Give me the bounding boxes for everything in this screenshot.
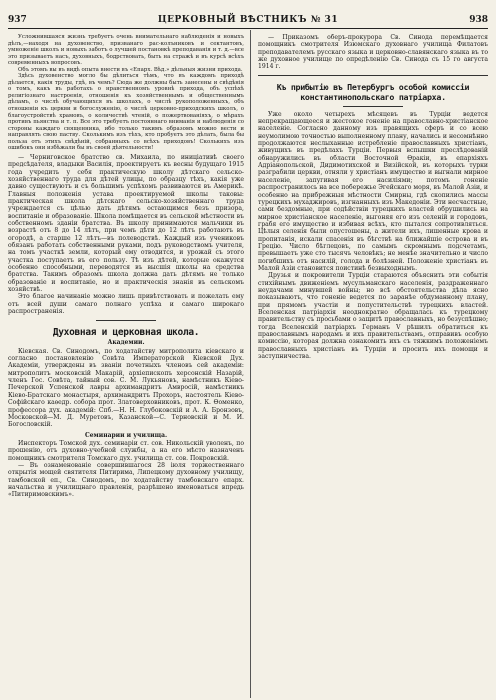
paragraph: Это благое начинаніе можно лишь привѣтствовать и пожелать ему отъ всей души самаго полнаго успѣха и самаго широкаго распространенія. (8, 293, 244, 316)
journal-title: ЦЕРКОВНЫЙ ВѢСТНИКЪ № 31 (157, 15, 339, 25)
left-column (8, 34, 244, 696)
intro-block (8, 34, 244, 152)
page-number-left: 937 (8, 15, 27, 25)
separator-rule (258, 75, 488, 76)
school-news (8, 154, 244, 316)
paragraph: Кіевская. Св. Синодомъ, по ходатайству митрополита кіевскаго и согласно постановленію Совѣта Императорской Кіевской Дух. Академіи, утверждены въ званіи почетныхъ членовъ сей академіи: митрополитъ московскій Макарій, архіепископъ херсонскій Назарій, членъ Гос. Совѣта, тайный сов. С. М. Лукьяновъ, намѣстникъ Кіево-Печерской Успенской лавры архимандритъ Амвросій, намѣстникъ Кіево-Братскаго монастыря, архимандритъ Прохоръ, настоятель Кіево-Софійскаго каѳедр. собора прот. Златоверховниковъ, прот. К. Ѳоменко, профессора дух. академій: Спб.—Н. Н. Глубоковскій и А. А. Бронзовъ, Московской—М. Д. Муретовъ, Казанской—С. Терновскій и М. И. Богословскій. (8, 347, 244, 429)
paragraph: Друзья и покровители Турціи стараются объяснить эти событія стихійнымъ движеніемъ мусульманскаго населенія, раздраженнаго неудачами минувшей войны; но всѣ обстоятельства дѣла ясно показываютъ, что гоненіе ведется по заранѣе обдуманному плану, при прямомъ участіи и попустительствѣ турецкихъ властей. Вселенская патріархія неоднократно обращалась къ турецкому правительству съ просьбами о защитѣ православныхъ, но безуспѣшно; тогда Вселенскій патріархъ Германъ V рѣшилъ обратиться къ православнымъ народамъ и ихъ правительствамъ, отправивъ особую комиссію, которая должна ознакомить ихъ съ тяжкимъ положеніемъ православныхъ христіанъ въ Турціи и просить ихъ помощи и заступничества. (258, 272, 488, 361)
paragraph: — Приказомъ оберъ-прокурора Св. Синода перемѣщается помощникъ смотрителя Изюмскаго духовнаго училища Филатовъ преподавателемъ русскаго языка и церковно-славянскаго языка въ то же духовное училище по опредѣленію Св. Синода съ 15 го августа 1914 г. (258, 34, 488, 71)
column-divider (250, 30, 251, 698)
subsection-title: Семинарии и училища. (84, 431, 168, 439)
separator-rule (343, 106, 403, 107)
paragraph: Здѣсь духовенство могло бы дѣлиться тѣмъ, что въ каждомъ приходѣ дѣлается, какія труды, гдѣ, въ чемъ? Сюда же должны быть занесены и свѣдѣнія о томъ, какъ въ работахъ о нравственномъ уровнѣ прихода, объ успѣхѣ религіознаго настроенія, отношенія къ хозяйственнымъ и общественнымъ дѣламъ, о числѣ обучающихся въ школахъ, о числѣ рукоположенныхъ, объ отношеніи къ церкви и богослуженію, о числѣ церковно-приходскихъ школъ, о благоустройствѣ храмовъ, о количествѣ чтеній, о пожертвованіяхъ, о мѣрахъ противъ пьянства и т. п. Все это требуетъ постояннаго вниманія и наблюденія со стороны каждаго священника, ибо только такимъ образомъ можно вести и направлять свою паству. Сколькимъ изъ тѣхъ, кто пробуетъ это дѣлать, была бы польза отъ этихъ свѣдѣній, собранныхъ со всѣхъ приходовъ! Сколькихъ изъ ошибокъ они избѣжали бы въ своей дѣятельности! (8, 73, 244, 152)
subsection-title: Академии. (107, 339, 145, 347)
paragraph: — Черниговское братство св. Михаила, по иниціативѣ своего предсѣдателя, владыки Василія, проектируетъ къ весны будущаго 1915 года учредить у себя практическую школу дѣтскаго сельско-хозяйственнаго труда для дѣтей улицы, по образцу тѣхъ, какія уже давно существуютъ и съ большимъ успѣхомъ развиваются въ Америкѣ. Главныя положенія устава проектируемой школы таковы: практическая школа дѣтскаго сельско-хозяйственнаго труда учреждается съ цѣлью дать дѣтямъ остающимся безъ призора, воспитаніе и образованіе. Школа помѣщается въ сельской мѣстности въ собственномъ зданіи братства. Въ школу принимаются мальчики въ возрастѣ отъ 8 до 14 лѣтъ, при чемъ дѣти до 12 лѣтъ работаютъ въ огородѣ, а старше 12 лѣтъ—въ полеводствѣ. Каждый изъ учениковъ обязанъ работать собственными руками, подъ руководствомъ учителя, на томъ участкѣ земли, который ему отводится, и урожай съ этого участка поступаетъ въ его пользу. Тѣ изъ дѣтей, которые окажутся особенно способными, переводятся въ высшія школы на средства братства. Такимъ образомъ школа должна дать дѣтямъ не только образованіе и воспитаніе, но и практическія знанія въ сельскомъ хозяйствѣ. (8, 153, 244, 294)
paragraph: — Въ ознаменованіе совершившагося 28 іюля торжественнаго открытія мощей святителя Питирима, Липецкому духовному училищу, тамбовской еп., Св. Синодомъ, по ходатайству тамбовскаго епарх. начальства и училищнаго правленія, разрѣшено именоваться впредь «Питиримовскимъ». (8, 461, 244, 499)
paragraph: Уже около четырехъ мѣсяцевъ въ Турціи ведется непрекращающееся и жестокое гоненіе на православно-христіанское населеніе. Согласно данному изъ правящихъ сферъ и со всею неумолимою точностью выполненному плану, начались и несомнѣнно продолжаются неслыханные истребленіе православныхъ христіанъ, живущихъ въ предѣлахъ Турціи. Первыя вспышки преслѣдованій обнаружились въ области Восточной Ѳракіи, въ епархіяхъ Адріанопольской, Дидимотихской и Визійской, въ которыхъ турки разграбили церкви, отняли у христіанъ имущество и выгнали мирное населеніе, запугивая его насиліями; потомъ гоненіе распространилось на все побережье Эгейскаго моря, въ Малой Азіи, и особенно на прибрежныя мѣстности Смирны, гдѣ скопились массы турецкихъ мухаджировъ, изгнанныхъ изъ Македоніи. Эти несчастные, сами бездомные, при содѣйствіи турецкихъ властей обрушились на мирное христіанское населеніе, выгоняя его изъ селеній и городовъ, грабя его имущество и избивая всѣхъ, кто пытался сопротивляться. Цѣлыя селенія были опустошены, а жители ихъ, лишенные крова и пропитанія, искали спасенія въ бѣгствѣ на ближайшіе острова и въ Грецію. Число бѣглецовъ, по самымъ скромнымъ подсчетамъ, превышаетъ уже сто тысячъ человѣкъ; не менѣе значительно и число погибшихъ отъ насилій, голода и болѣзней. Положеніе христіанъ въ Малой Азіи становится поистинѣ безвыходнымъ. (258, 110, 488, 272)
paragraph: Усложнившаяся жизнь требуетъ очень внимательнаго наблюденія и новыхъ дѣлъ,—находя на духовенство, призванаго рас-колъниковъ и сектантовъ, умноженіе школъ и новыхъ заботъ о лучшей постановкѣ преподаванія и т. д.—все это призываетъ насъ, духовныхъ, бодрствовать, быть на стражѣ и въ курсѣ всѣхъ современныхъ вопросовъ. (8, 34, 244, 67)
paragraph: Объ этомъ вы въ видѣ опыта внести въ «Епарх. Вѣд.» дѣльныя жизни прихода. (18, 66, 243, 73)
page-header (8, 12, 488, 29)
section-title: Духовная и церковная школа. (52, 327, 200, 339)
separator-rule (96, 320, 156, 321)
article-title: Къ прибытію въ Петербургъ особой комиссіи константинопольскаго патріарха. (276, 81, 470, 102)
paragraph: Инспекторъ Томской дух. семинаріи ст. сов. Никольскій уволенъ, по прошенію, отъ духовно-учебной службы, а на его мѣсто назначенъ помощникъ смотрителя Томскаго дух. училища ст. сов. Покровскій. (8, 439, 244, 462)
page-number-right: 938 (469, 15, 488, 25)
right-column (258, 34, 488, 696)
